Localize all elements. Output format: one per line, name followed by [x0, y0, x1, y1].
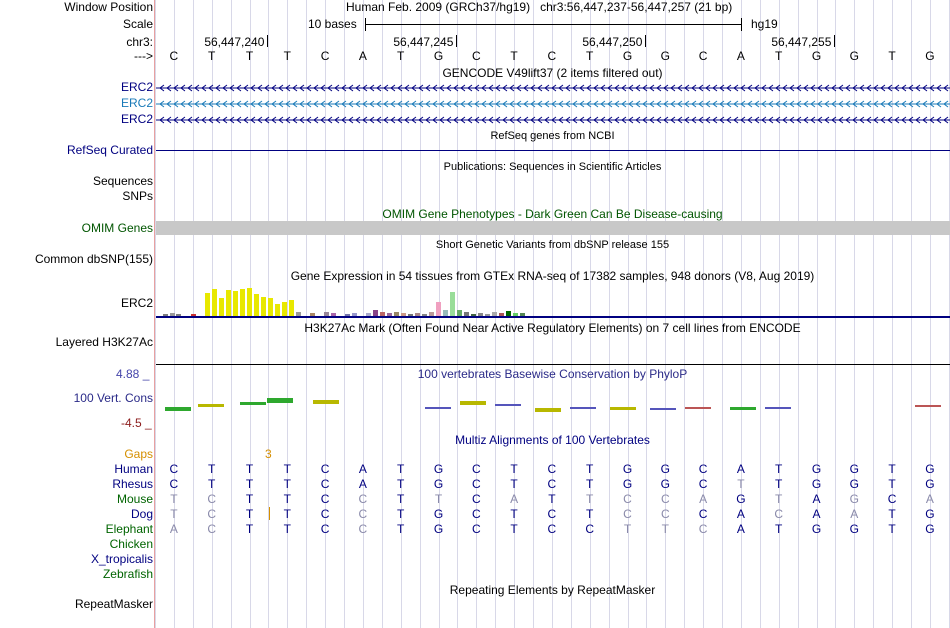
- gencode-gene-arrow-line[interactable]: [156, 83, 950, 93]
- conservation-track-title: 100 vertebrates Basewise Conservation by PhyloP: [417, 367, 688, 381]
- position-tick-mark: [645, 35, 646, 47]
- multiz-base: T: [245, 507, 254, 521]
- gtex-label[interactable]: ERC2: [120, 296, 153, 310]
- multiz-base: T: [283, 477, 291, 491]
- guide-line: [571, 0, 572, 628]
- multiz-base: T: [283, 522, 291, 536]
- multiz-base: C: [320, 477, 330, 491]
- conservation-logo[interactable]: [155, 380, 950, 430]
- multiz-base: T: [510, 522, 518, 536]
- multiz-base: G: [811, 477, 822, 491]
- window-position-label: Window Position: [64, 0, 153, 14]
- multiz-base: C: [698, 477, 708, 491]
- conservation-mark: [570, 407, 596, 409]
- conservation-mark: [165, 407, 191, 411]
- scale-bases-text: 10 bases: [308, 17, 357, 31]
- gencode-gene-label[interactable]: ERC2: [120, 96, 153, 110]
- multiz-base: G: [622, 462, 633, 476]
- multiz-base: C: [169, 477, 179, 491]
- gtex-tissue-bar[interactable]: [212, 289, 217, 316]
- sequence-base: C: [698, 49, 708, 63]
- multiz-base: C: [547, 522, 557, 536]
- refseq-track-title: RefSeq genes from NCBI: [490, 130, 615, 142]
- multiz-species-label[interactable]: Zebrafish: [102, 567, 153, 581]
- multiz-base: C: [660, 492, 670, 506]
- multiz-base: T: [548, 492, 556, 506]
- multiz-base: C: [585, 522, 595, 536]
- multiz-base: C: [887, 492, 897, 506]
- multiz-species-label[interactable]: Chicken: [109, 537, 153, 551]
- sequence-base: T: [586, 49, 594, 63]
- multiz-base: C: [623, 492, 632, 506]
- multiz-base: T: [510, 462, 518, 476]
- multiz-base: T: [283, 507, 291, 521]
- multiz-base: T: [737, 477, 745, 491]
- multiz-base: G: [433, 522, 444, 536]
- gtex-tissue-bar[interactable]: [247, 288, 252, 316]
- gaps-label[interactable]: Gaps: [124, 447, 153, 461]
- multiz-base: T: [283, 492, 291, 506]
- gtex-tissue-bar[interactable]: [254, 294, 259, 316]
- assembly-name: Human Feb. 2009 (GRCh37/hg19): [346, 0, 531, 14]
- position-tick-mark: [456, 35, 457, 47]
- multiz-track-title: Multiz Alignments of 100 Vertebrates: [455, 433, 650, 447]
- gtex-tissue-bar[interactable]: [282, 302, 287, 316]
- repeatmasker-track-title: Repeating Elements by RepeatMasker: [449, 583, 656, 597]
- publications-sequences-label[interactable]: Sequences: [92, 174, 153, 188]
- multiz-base: T: [586, 507, 594, 521]
- h3k27ac-label[interactable]: Layered H3K27Ac: [55, 335, 153, 349]
- multiz-base: G: [925, 462, 935, 476]
- multiz-base: C: [547, 477, 557, 491]
- multiz-base: T: [775, 492, 783, 506]
- gencode-gene-arrow-line[interactable]: [156, 115, 950, 125]
- multiz-base: C: [471, 507, 481, 521]
- sequence-base: C: [471, 49, 481, 63]
- multiz-base: G: [925, 507, 935, 521]
- gtex-track-title: Gene Expression in 54 tissues from GTEx RNA-seq of 17382 samples, 948 donors (V8, Aug 2019): [290, 269, 815, 283]
- multiz-base: G: [849, 477, 859, 491]
- multiz-base: T: [245, 477, 254, 491]
- multiz-base: C: [774, 507, 784, 521]
- multiz-base: T: [888, 522, 896, 536]
- gtex-tissue-bar[interactable]: [450, 292, 455, 316]
- multiz-base: T: [434, 492, 443, 506]
- guide-line: [835, 0, 836, 628]
- conservation-mark: [915, 405, 941, 407]
- sequence-base: C: [169, 49, 179, 63]
- multiz-base: T: [208, 477, 216, 491]
- gtex-tissue-bar[interactable]: [275, 304, 280, 316]
- multiz-base: C: [471, 522, 481, 536]
- multiz-base: C: [698, 522, 708, 536]
- multiz-base: C: [471, 477, 481, 491]
- multiz-base: C: [547, 462, 557, 476]
- multiz-species-label[interactable]: Human: [114, 462, 153, 476]
- multiz-base: A: [850, 507, 859, 521]
- sequence-base: G: [849, 49, 859, 63]
- multiz-base: T: [888, 462, 896, 476]
- omim-gene-bar[interactable]: [156, 221, 950, 235]
- multiz-base: A: [925, 492, 934, 506]
- multiz-base: T: [245, 522, 254, 536]
- label-column-divider: [154, 0, 155, 628]
- conservation-max-label: 4.88 _: [116, 367, 150, 381]
- conservation-mark: [460, 401, 486, 405]
- multiz-species-label[interactable]: Mouse: [116, 492, 153, 506]
- sequence-base: G: [811, 49, 822, 63]
- h3k27ac-baseline: [156, 364, 950, 365]
- multiz-base: C: [358, 507, 368, 521]
- gtex-tissue-bar[interactable]: [205, 293, 210, 316]
- multiz-base: T: [661, 522, 669, 536]
- multiz-base: C: [320, 522, 330, 536]
- conservation-mark: [730, 407, 756, 410]
- conservation-mark: [267, 398, 293, 403]
- multiz-base: G: [622, 477, 633, 491]
- dog-gap-marker: [269, 507, 270, 520]
- multiz-base: T: [586, 477, 594, 491]
- multiz-base: C: [320, 462, 330, 476]
- multiz-base: A: [510, 492, 519, 506]
- sequence-base: T: [775, 49, 783, 63]
- sequence-base: T: [888, 49, 896, 63]
- gap-count: 3: [265, 447, 272, 461]
- sequence-base: C: [320, 49, 330, 63]
- position-tick-label: 56,447,240: [204, 35, 265, 49]
- multiz-base: T: [170, 492, 178, 506]
- sequence-base: T: [208, 49, 216, 63]
- multiz-species-label[interactable]: Elephant: [105, 522, 153, 536]
- multiz-base: C: [698, 507, 708, 521]
- multiz-base: G: [925, 522, 935, 536]
- multiz-base: A: [736, 522, 745, 536]
- sequence-base: G: [660, 49, 670, 63]
- publications-track-title: Publications: Sequences in Scientific Articles: [443, 161, 662, 173]
- sequence-base: G: [433, 49, 444, 63]
- gtex-tissue-bar[interactable]: [219, 298, 224, 316]
- multiz-base: T: [245, 492, 254, 506]
- guide-line: [798, 0, 799, 628]
- guide-line: [684, 0, 685, 628]
- conservation-mark: [650, 408, 676, 410]
- multiz-base: C: [207, 492, 217, 506]
- multiz-base: C: [623, 507, 632, 521]
- sequence-base: C: [547, 49, 557, 63]
- sequence-base: T: [245, 49, 254, 63]
- multiz-base: C: [660, 507, 670, 521]
- multiz-base: C: [698, 462, 708, 476]
- sequence-base: T: [397, 49, 405, 63]
- guide-line: [609, 0, 610, 628]
- guide-line: [155, 0, 156, 628]
- refseq-label[interactable]: RefSeq Curated: [66, 143, 153, 157]
- gtex-tissue-bar[interactable]: [240, 289, 245, 316]
- multiz-base: C: [547, 507, 557, 521]
- conservation-mark: [313, 400, 339, 404]
- scale-bar-right-tick: [741, 18, 742, 31]
- guide-line: [873, 0, 874, 628]
- conservation-mark: [685, 407, 711, 409]
- gtex-tissue-bar[interactable]: [233, 291, 238, 316]
- multiz-base: G: [811, 522, 822, 536]
- conservation-mark: [535, 408, 561, 412]
- multiz-base: C: [207, 507, 217, 521]
- sequence-base: T: [283, 49, 291, 63]
- guide-line: [760, 0, 761, 628]
- guide-line: [911, 0, 912, 628]
- multiz-base: A: [736, 507, 745, 521]
- multiz-base: A: [358, 477, 367, 491]
- multiz-base: T: [208, 462, 216, 476]
- multiz-base: T: [623, 522, 632, 536]
- multiz-base: T: [775, 462, 783, 476]
- scale-bar: [365, 24, 741, 25]
- conservation-mark: [495, 404, 521, 406]
- multiz-base: T: [397, 462, 405, 476]
- guide-line: [722, 0, 723, 628]
- multiz-base: T: [245, 462, 254, 476]
- multiz-base: T: [510, 477, 518, 491]
- sequence-base: A: [736, 49, 745, 63]
- multiz-base: C: [471, 462, 481, 476]
- omim-label[interactable]: OMIM Genes: [81, 221, 153, 235]
- multiz-base: T: [510, 507, 518, 521]
- multiz-base: G: [736, 492, 746, 506]
- position-tick-label: 56,447,250: [582, 35, 643, 49]
- gencode-gene-label[interactable]: ERC2: [120, 80, 153, 94]
- sequence-base: G: [622, 49, 633, 63]
- multiz-base: C: [358, 522, 368, 536]
- multiz-base: T: [397, 522, 405, 536]
- multiz-base: G: [849, 522, 859, 536]
- multiz-base: G: [925, 477, 935, 491]
- scale-bar-left-tick: [365, 18, 366, 31]
- conservation-min-label: -4.5 _: [121, 416, 152, 430]
- multiz-base: C: [471, 492, 481, 506]
- multiz-base: T: [775, 522, 783, 536]
- multiz-base: T: [586, 492, 594, 506]
- position-text: chr3:56,447,237-56,447,257 (21 bp): [540, 0, 733, 14]
- assembly-title: [346, 0, 732, 15]
- dbsnp-track-title: Short Genetic Variants from dbSNP release 155: [435, 239, 670, 251]
- position-tick-mark: [834, 35, 835, 47]
- gtex-baseline: [156, 316, 950, 318]
- omim-track-title: OMIM Gene Phenotypes - Dark Green Can Be Disease-causing: [382, 207, 723, 221]
- multiz-base: G: [433, 462, 444, 476]
- multiz-base: C: [169, 462, 179, 476]
- multiz-base: T: [397, 492, 405, 506]
- multiz-species-label[interactable]: Dog: [130, 507, 153, 521]
- multiz-base: C: [320, 492, 330, 506]
- multiz-base: G: [849, 462, 859, 476]
- gtex-tissue-bar[interactable]: [289, 300, 294, 316]
- publications-snps-label[interactable]: SNPs: [122, 189, 153, 203]
- multiz-base: C: [358, 492, 368, 506]
- gtex-tissue-bar[interactable]: [226, 290, 231, 316]
- multiz-base: T: [586, 462, 594, 476]
- gencode-gene-arrow-line[interactable]: [156, 99, 950, 109]
- multiz-base: G: [660, 477, 670, 491]
- multiz-base: A: [358, 462, 367, 476]
- conservation-mark: [240, 402, 266, 405]
- sequence-base: T: [510, 49, 518, 63]
- gtex-tissue-bar[interactable]: [261, 297, 266, 316]
- multiz-base: C: [207, 522, 217, 536]
- multiz-base: C: [320, 507, 330, 521]
- multiz-base: T: [397, 507, 405, 521]
- position-tick-mark: [267, 35, 268, 47]
- conservation-mark: [425, 407, 451, 409]
- conservation-mark: [765, 407, 791, 409]
- multiz-base: A: [736, 462, 745, 476]
- multiz-base: A: [812, 492, 821, 506]
- position-tick-label: 56,447,255: [771, 35, 832, 49]
- multiz-base: T: [170, 507, 178, 521]
- multiz-base: G: [660, 462, 670, 476]
- sequence-base: A: [358, 49, 367, 63]
- db-label: hg19: [751, 17, 778, 31]
- multiz-base: G: [433, 507, 444, 521]
- dbsnp-label[interactable]: Common dbSNP(155): [34, 252, 153, 266]
- multiz-base: A: [169, 522, 178, 536]
- strand-label: --->: [134, 49, 153, 63]
- multiz-species-label[interactable]: X_tropicalis: [90, 552, 153, 566]
- multiz-base: A: [812, 507, 821, 521]
- guide-line: [533, 0, 534, 628]
- multiz-base: A: [699, 492, 708, 506]
- conservation-mark: [198, 404, 224, 407]
- multiz-base: G: [811, 462, 822, 476]
- multiz-base: T: [888, 507, 896, 521]
- chrom-label: chr3:: [126, 35, 153, 49]
- refseq-gene-line[interactable]: [156, 150, 950, 151]
- gtex-tissue-bar[interactable]: [268, 298, 273, 316]
- multiz-base: G: [433, 477, 444, 491]
- multiz-species-label[interactable]: Rhesus: [112, 477, 153, 491]
- conservation-mark: [610, 407, 636, 410]
- gencode-gene-label[interactable]: ERC2: [120, 112, 153, 126]
- multiz-base: T: [888, 477, 896, 491]
- guide-line: [306, 0, 307, 628]
- position-tick-label: 56,447,245: [393, 35, 454, 49]
- repeatmasker-label[interactable]: RepeatMasker: [74, 597, 153, 611]
- multiz-base: G: [849, 492, 859, 506]
- multiz-base: T: [775, 477, 783, 491]
- conservation-label[interactable]: 100 Vert. Cons: [73, 391, 153, 405]
- guide-line: [646, 0, 647, 628]
- h3k27ac-track-title: H3K27Ac Mark (Often Found Near Active Regulatory Elements) on 7 cell lines from ENCODE: [304, 321, 801, 335]
- gtex-tissue-bar[interactable]: [436, 302, 441, 316]
- multiz-base: T: [283, 462, 291, 476]
- sequence-base: G: [925, 49, 935, 63]
- gencode-track-title: GENCODE V49lift37 (2 items filtered out): [442, 66, 663, 80]
- scale-label: Scale: [122, 17, 153, 31]
- multiz-base: T: [397, 477, 405, 491]
